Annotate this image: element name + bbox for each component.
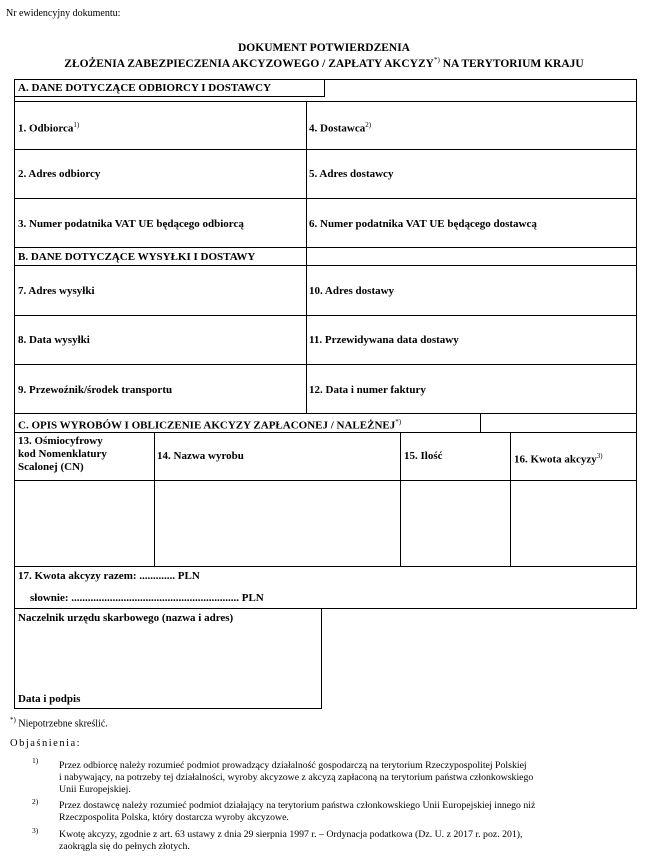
field-1-label: 1. Odbiorca xyxy=(18,122,74,135)
row-separator xyxy=(14,149,637,150)
row-separator xyxy=(14,315,637,316)
field-14-product-name: 14. Nazwa wyrobu xyxy=(157,450,244,462)
row-separator xyxy=(14,247,637,248)
field-16-sup: 3) xyxy=(596,452,603,460)
field-10-delivery-address: 10. Adres dostawy xyxy=(309,285,395,297)
tax-office-label: Naczelnik urzędu skarbowego (nazwa i adres) xyxy=(18,612,234,624)
title-line1: DOKUMENT POTWIERDZENIA xyxy=(238,42,410,54)
field-16-label: 16. Kwota akcyzy xyxy=(514,453,597,466)
field-13-line1: 13. Ośmiocyfrowy xyxy=(18,435,103,447)
footnote-1-line1: Przez odbiorcę należy rozumieć podmiot prowadzący działalność gospodarczą na terytorium Rzeczypospolitej Polskiej xyxy=(59,760,527,771)
column-divider xyxy=(154,432,155,566)
footnote-2-num: 2) xyxy=(32,797,39,806)
column-divider xyxy=(510,432,511,566)
note-text: Niepotrzebne skreślić. xyxy=(15,718,108,730)
field-7-dispatch-address: 7. Adres wysyłki xyxy=(18,285,95,297)
column-divider xyxy=(400,432,401,566)
footnote-2 xyxy=(59,800,644,824)
row-separator xyxy=(14,480,637,481)
field-6-supplier-vat: 6. Numer podatnika VAT UE będącego dostawcą xyxy=(309,218,537,230)
doc-number-label: Nr ewidencyjny dokumentu: xyxy=(6,8,121,19)
field-9-carrier: 9. Przewoźnik/środek transportu xyxy=(18,384,173,396)
footnote-2-line1: Przez dostawcę należy rozumieć podmiot działający na terytorium państwa członkowskiego Unii Europejskiej innego niż xyxy=(59,800,536,811)
row-separator xyxy=(14,198,637,199)
field-13-line2: kod Nomenklatury xyxy=(18,448,107,460)
title-line2-sup: *) xyxy=(433,56,440,64)
title-line2-a: ZŁOŻENIA ZABEZPIECZENIA AKCYZOWEGO / ZAPŁATY AKCYZY xyxy=(64,57,434,70)
field-4-label: 4. Dostawca xyxy=(309,122,366,135)
field-16-excise-amount xyxy=(514,450,603,467)
field-5-supplier-address: 5. Adres dostawcy xyxy=(309,168,394,180)
footnote-1 xyxy=(59,760,644,796)
footnote-3 xyxy=(59,829,644,853)
field-3-recipient-vat: 3. Numer podatnika VAT UE będącego odbiorcą xyxy=(18,218,244,230)
section-a-header: A. DANE DOTYCZĄCE ODBIORCY I DOSTAWCY xyxy=(18,82,272,94)
date-sign-label: Data i podpis xyxy=(18,693,81,705)
section-b-column-divider xyxy=(306,265,307,413)
row-separator xyxy=(14,364,637,365)
field-17-in-words: słownie: ............................................................. PLN xyxy=(30,592,264,604)
section-c-label: C. OPIS WYROBÓW I OBLICZENIE AKCYZY ZAPŁACONEJ / NALEŻNEJ xyxy=(18,419,396,432)
section-c-bottom-rule xyxy=(14,432,637,433)
field-15-quantity: 15. Ilość xyxy=(404,450,443,462)
section-a-underline xyxy=(14,96,324,97)
section-b-divider xyxy=(306,247,307,265)
field-13-cn-code xyxy=(18,435,107,474)
note-strike xyxy=(10,716,108,729)
footnote-1-line2: i nabywający, na potrzeby tej działalności, wyroby akcyzowe z akcyzą zapłaconą na terytorium państwa członkowskiego xyxy=(59,772,534,783)
section-b-header: B. DANE DOTYCZĄCE WYSYŁKI I DOSTAWY xyxy=(18,251,256,263)
field-4-sup: 2) xyxy=(365,121,372,129)
section-b-bottom-rule xyxy=(14,265,637,266)
title-line2 xyxy=(0,56,648,70)
field-4-supplier xyxy=(309,119,371,136)
note-sup: *) xyxy=(10,716,16,724)
title-line2-b: NA TERYTORIUM KRAJU xyxy=(439,57,584,70)
field-1-recipient xyxy=(18,119,79,136)
footnote-3-num: 3) xyxy=(32,826,39,835)
footnote-3-line2: zaokrągla się do pełnych złotych. xyxy=(59,841,190,852)
field-2-recipient-address: 2. Adres odbiorcy xyxy=(18,168,101,180)
row-separator xyxy=(14,413,637,414)
section-c-sup: *) xyxy=(395,418,402,426)
field-8-dispatch-date: 8. Data wysyłki xyxy=(18,334,90,346)
footnote-1-num: 1) xyxy=(32,756,39,765)
section-c-divider xyxy=(480,413,481,432)
section-a-column-divider xyxy=(306,101,307,247)
field-1-sup: 1) xyxy=(73,121,80,129)
section-c-header xyxy=(18,416,401,432)
field-13-line3: Scalonej (CN) xyxy=(18,461,84,473)
footnote-3-line1: Kwotę akcyzy, zgodnie z art. 63 ustawy z dnia 29 sierpnia 1997 r. – Ordynacja podatkowa (Dz. U. z 2017 r. poz. 201), xyxy=(59,829,523,840)
field-12-invoice: 12. Data i numer faktury xyxy=(309,384,426,396)
section-a-divider xyxy=(324,79,325,97)
footnote-2-line2: Rzeczpospolita Polska, który dostarcza wyroby akcyzowe. xyxy=(59,812,289,823)
explanations-label: Objaśnienia: xyxy=(10,738,82,749)
row-separator xyxy=(14,566,637,567)
section-a-bottom-rule xyxy=(14,101,637,102)
footnote-1-line3: Unii Europejskiej. xyxy=(59,784,131,795)
field-17-total-excise: 17. Kwota akcyzy razem: ............. PLN xyxy=(18,570,200,582)
field-11-expected-delivery-date: 11. Przewidywana data dostawy xyxy=(309,334,459,346)
